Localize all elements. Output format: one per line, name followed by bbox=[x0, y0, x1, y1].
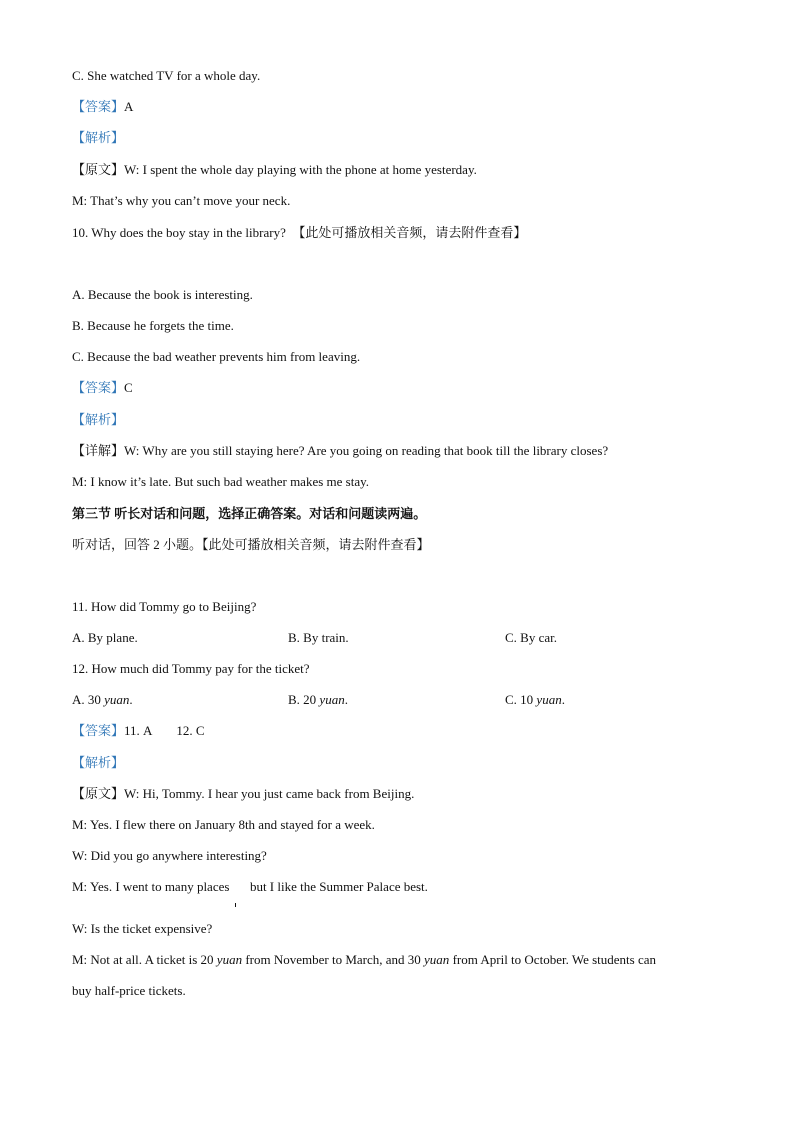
answer-12: 12. C bbox=[176, 723, 205, 738]
dialogue-text: W: Hi, Tommy. I hear you just came back from Beijing. bbox=[124, 786, 415, 801]
original-line-q9 bbox=[72, 161, 477, 179]
answer-tag: 【答案】 bbox=[72, 723, 125, 738]
dialogue-line-5: W: Is the ticket expensive? bbox=[72, 921, 213, 936]
detail-tag: 【详解】 bbox=[72, 443, 125, 458]
dialogue-text: from April to October. We students can bbox=[449, 952, 656, 967]
unit-yuan: yuan bbox=[424, 952, 450, 967]
dialogue-text: M: Not at all. A ticket is 20 bbox=[72, 952, 217, 967]
dialogue-line-4 bbox=[72, 878, 428, 896]
q11-option-c: C. By car. bbox=[505, 630, 557, 645]
dialogue-line-1 bbox=[72, 785, 414, 803]
dialogue-text: but I like the Summer Palace best. bbox=[249, 879, 428, 894]
q12-option-a bbox=[72, 691, 133, 709]
answer-line-q10 bbox=[72, 379, 133, 397]
q12-option-a-label: A. 30 bbox=[72, 692, 105, 707]
q12-option-b bbox=[288, 691, 348, 709]
q11-option-b: B. By train. bbox=[288, 630, 349, 645]
q10-option-a: A. Because the book is interesting. bbox=[72, 287, 253, 302]
answer-tag: 【答案】 bbox=[72, 99, 125, 114]
analysis-tag: 【解析】 bbox=[72, 412, 125, 427]
period: . bbox=[129, 692, 133, 707]
section-heading: 第三节 听长对话和问题，选择正确答案。对话和问题读两遍。 bbox=[72, 506, 427, 521]
dialogue-line-6 bbox=[72, 951, 656, 969]
q12-option-c bbox=[505, 691, 565, 709]
original-tag: 【原文】 bbox=[72, 162, 125, 177]
reply-line-q10: M: I know it’s late. But such bad weather makes me stay. bbox=[72, 474, 370, 489]
period: . bbox=[344, 692, 348, 707]
dialogue-line-2: M: Yes. I flew there on January 8th and stayed for a week. bbox=[72, 817, 375, 832]
answer-value: A bbox=[124, 99, 134, 114]
q9-option-c: C. She watched TV for a whole day. bbox=[72, 68, 261, 83]
unit-yuan: yuan bbox=[319, 692, 345, 707]
question-11: 11. How did Tommy go to Beijing? bbox=[72, 599, 257, 614]
question-12: 12. How much did Tommy pay for the ticket? bbox=[72, 661, 310, 676]
detail-text: W: Why are you still staying here? Are you going on reading that book till the library closes? bbox=[124, 443, 609, 458]
unit-yuan: yuan bbox=[104, 692, 130, 707]
analysis-tag: 【解析】 bbox=[72, 755, 125, 770]
audio-note-link[interactable]: 【此处可播放相关音频，请去附件查看】 bbox=[292, 225, 527, 240]
q10-option-b: B. Because he forgets the time. bbox=[72, 318, 234, 333]
reply-line-q9: M: That’s why you can’t move your neck. bbox=[72, 193, 291, 208]
answer-tag: 【答案】 bbox=[72, 380, 125, 395]
answer-line-q11-12 bbox=[72, 722, 205, 740]
q11-option-a: A. By plane. bbox=[72, 630, 138, 645]
unit-yuan: yuan bbox=[216, 952, 243, 967]
original-tag: 【原文】 bbox=[72, 786, 125, 801]
dialogue-text: M: Yes. I went to many places bbox=[72, 879, 230, 894]
question-10-text: 10. Why does the boy stay in the library? bbox=[72, 225, 286, 240]
answer-value: C bbox=[124, 380, 133, 395]
section-instruction: 听对话，回答 2 小题。【此处可播放相关音频，请去附件查看】 bbox=[72, 537, 430, 552]
dialogue-line-7: buy half-price tickets. bbox=[72, 983, 186, 998]
q12-option-b-label: B. 20 bbox=[288, 692, 320, 707]
dialogue-line-3: W: Did you go anywhere interesting? bbox=[72, 848, 267, 863]
original-text: W: I spent the whole day playing with the phone at home yesterday. bbox=[124, 162, 477, 177]
q12-option-c-label: C. 10 bbox=[505, 692, 537, 707]
detail-line-q10 bbox=[72, 442, 608, 460]
q10-option-c: C. Because the bad weather prevents him from leaving. bbox=[72, 349, 361, 364]
unit-yuan: yuan bbox=[536, 692, 562, 707]
question-10 bbox=[72, 224, 526, 242]
dialogue-text: from November to March, and 30 bbox=[242, 952, 425, 967]
period: . bbox=[561, 692, 565, 707]
analysis-tag: 【解析】 bbox=[72, 130, 125, 145]
answer-line-q9 bbox=[72, 98, 133, 116]
answer-11: 11. A bbox=[124, 723, 153, 738]
